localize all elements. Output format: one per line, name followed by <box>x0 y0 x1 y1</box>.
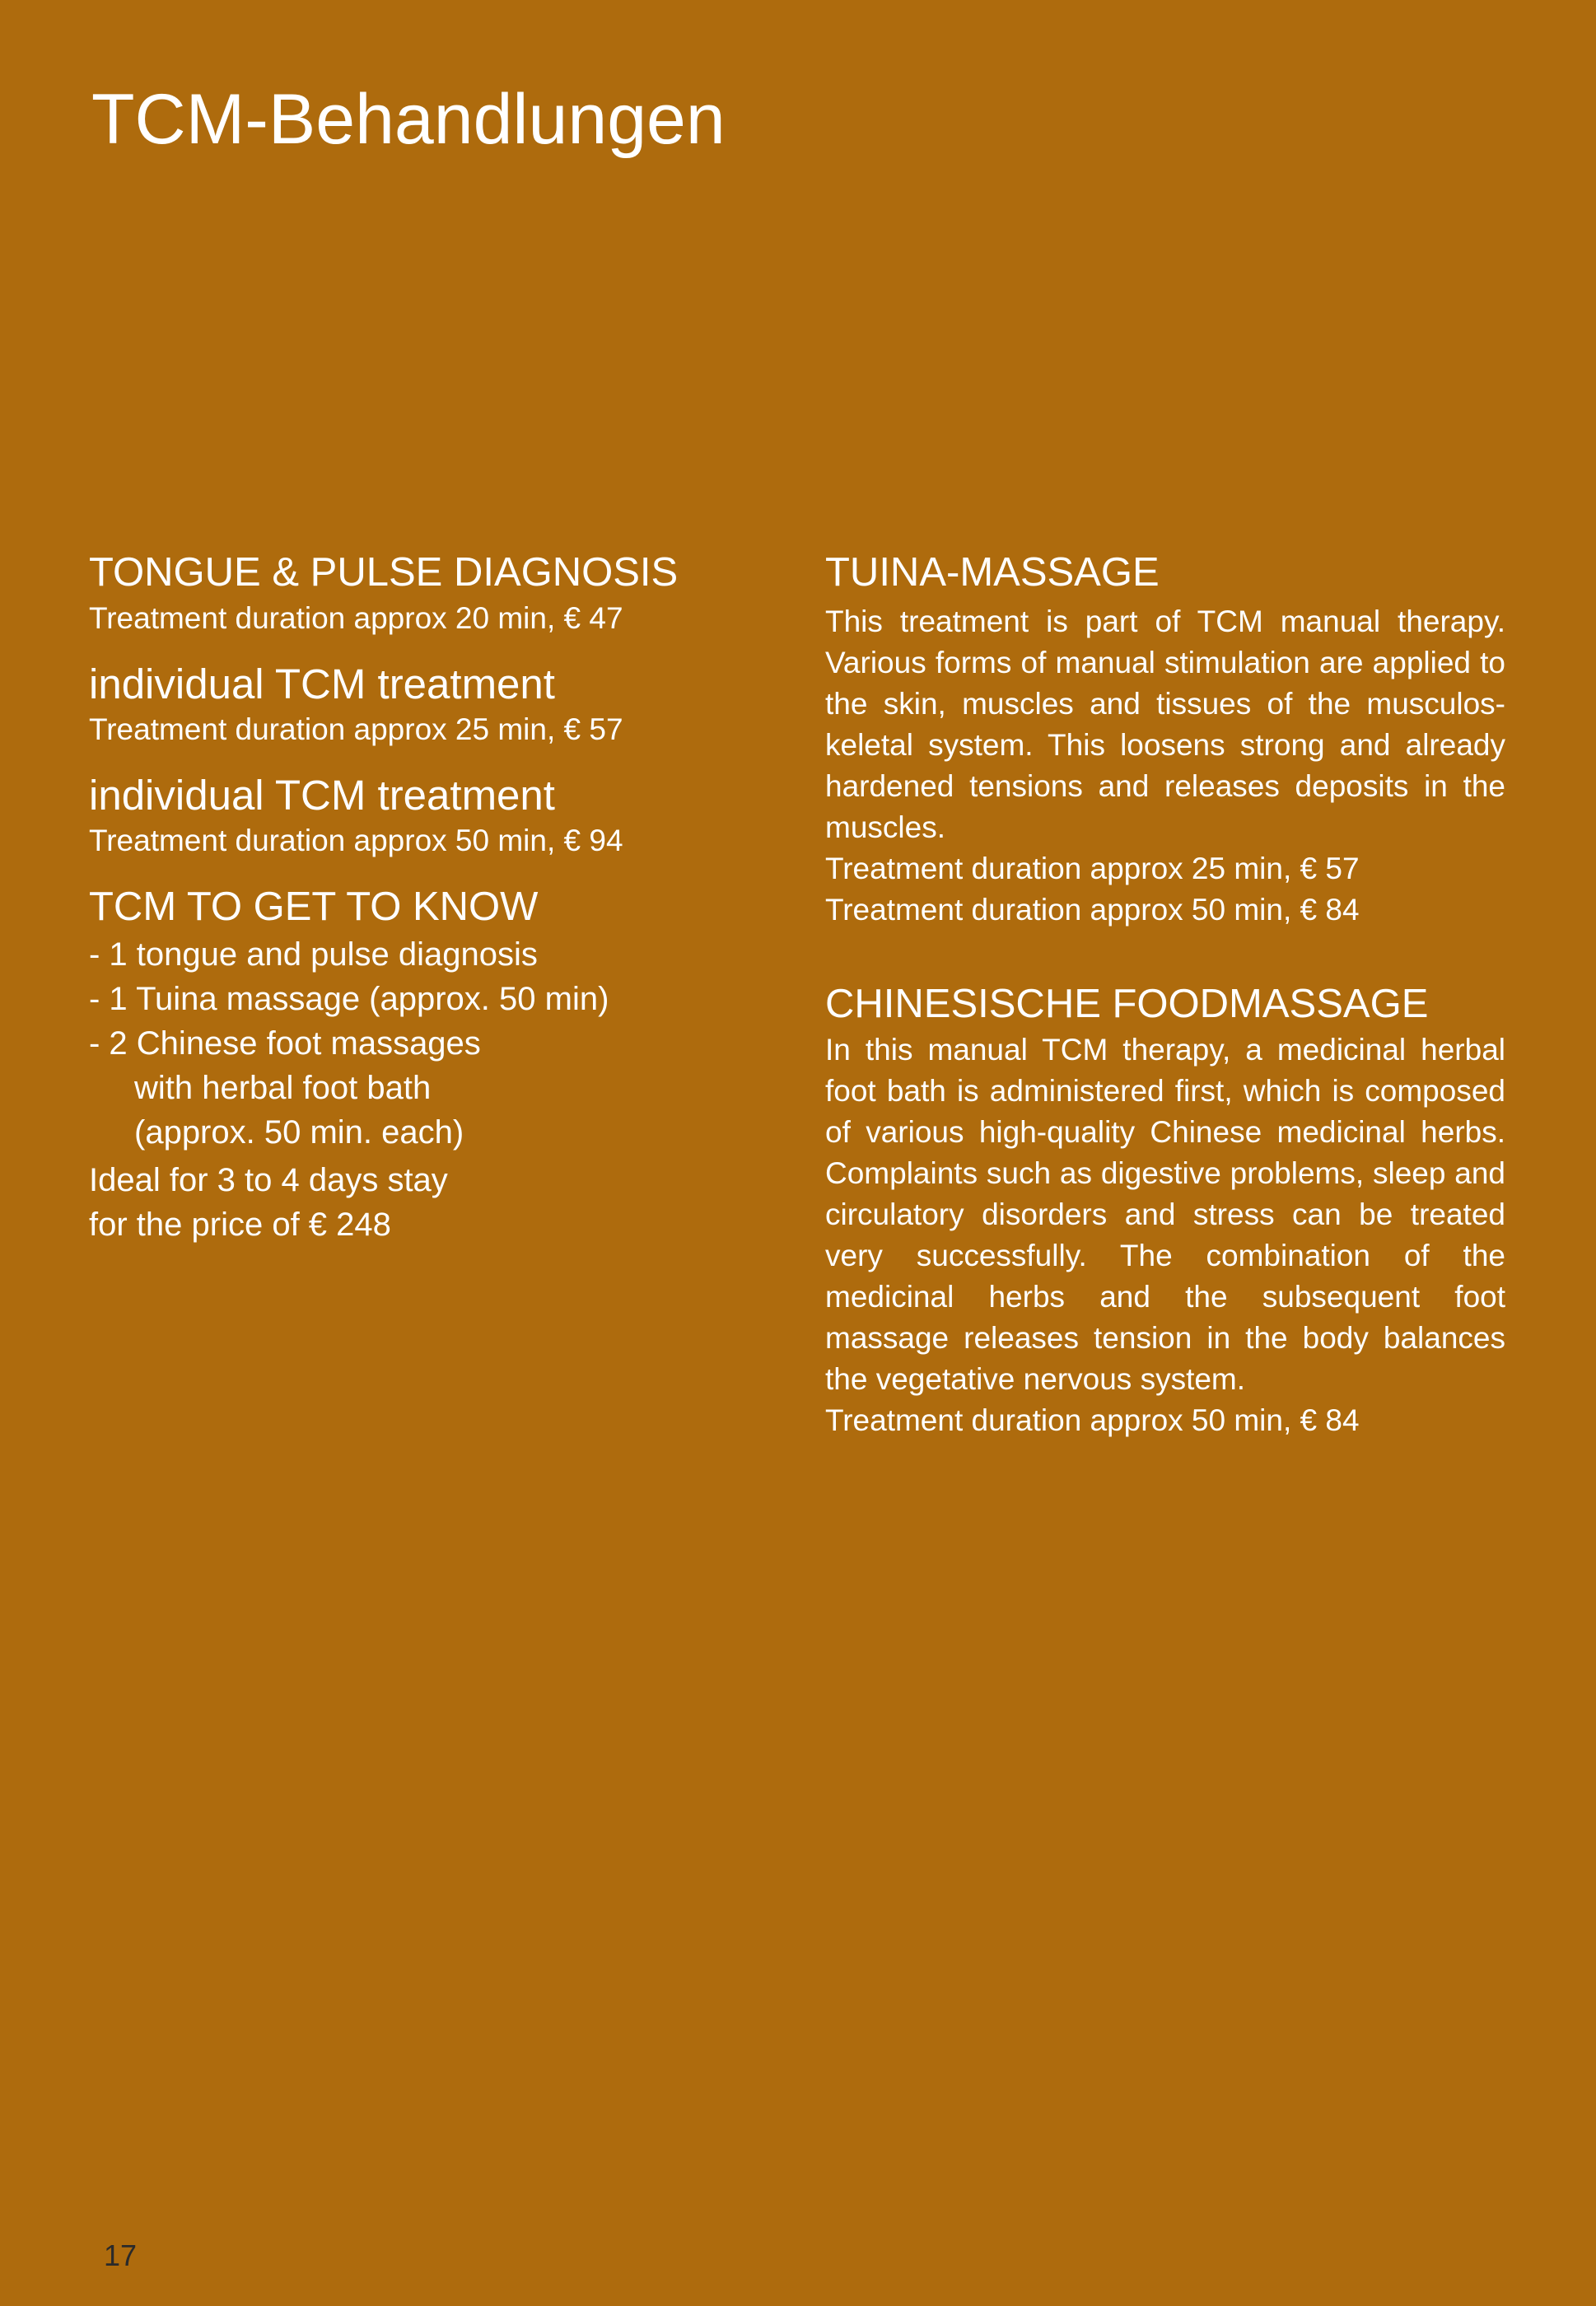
page-title: TCM-Behandlungen <box>91 80 726 159</box>
right-column <box>825 548 1505 1441</box>
tuina-massage-description: This treatment is part of TCM manual therapy. Various forms of manual stimulation are applied to the skin, muscles and tissues of the musculoskeletal system. This loosens strong and already hardened tensions and releases deposits in the muscles. <box>825 604 1505 844</box>
package-price: for the price of € 248 <box>89 1206 391 1243</box>
individual-treatment-heading: individual TCM treatment <box>89 771 555 819</box>
left-column <box>89 548 764 1247</box>
tuina-massage-heading: TUINA-MASSAGE <box>825 550 1160 595</box>
foodmassage-section <box>825 980 1505 1441</box>
package-item: - 1 Tuina massage (approx. 50 min) <box>89 980 609 1017</box>
foodmassage-description: In this manual TCM therapy, a medicinal herbal foot bath is administered first, which is composed of various high-quality Chinese medicinal herbs. Complaints such as digestive problems, sleep and circulatory disorders and stress can be treated very successfully. The combination of the medicinal herbs and the subsequent foot massage releases tension in the body balances the vegetative nervous system. <box>825 1032 1505 1396</box>
tongue-pulse-duration: Treatment duration approx 20 min, € 47 <box>89 600 623 635</box>
individual-treatment-25-section <box>89 659 764 750</box>
individual-treatment-heading: individual TCM treatment <box>89 660 555 707</box>
individual-treatment-duration: Treatment duration approx 50 min, € 94 <box>89 824 623 858</box>
package-item: - 2 Chinese foot massages <box>89 1025 481 1062</box>
individual-treatment-duration: Treatment duration approx 25 min, € 57 <box>89 712 623 746</box>
tuina-massage-duration-50: Treatment duration approx 50 min, € 84 <box>825 892 1360 927</box>
tcm-get-to-know-section <box>89 883 764 1247</box>
tongue-pulse-section <box>89 548 764 639</box>
foodmassage-duration: Treatment duration approx 50 min, € 84 <box>825 1403 1360 1437</box>
tcm-get-to-know-heading: TCM TO GET TO KNOW <box>89 885 539 930</box>
tuina-massage-section <box>825 548 1505 931</box>
package-ideal-stay: Ideal for 3 to 4 days stay <box>89 1161 448 1198</box>
individual-treatment-50-section <box>89 770 764 861</box>
tuina-massage-duration-25: Treatment duration approx 25 min, € 57 <box>825 851 1360 885</box>
package-item-continued: with herbal foot bath <box>134 1069 432 1106</box>
page-number: 17 <box>104 2238 138 2272</box>
tongue-pulse-heading: TONGUE & PULSE DIAGNOSIS <box>89 550 679 595</box>
foodmassage-heading: CHINESISCHE FOODMASSAGE <box>825 981 1429 1026</box>
package-item-continued: (approx. 50 min. each) <box>134 1113 464 1151</box>
package-item: - 1 tongue and pulse diagnosis <box>89 936 538 973</box>
